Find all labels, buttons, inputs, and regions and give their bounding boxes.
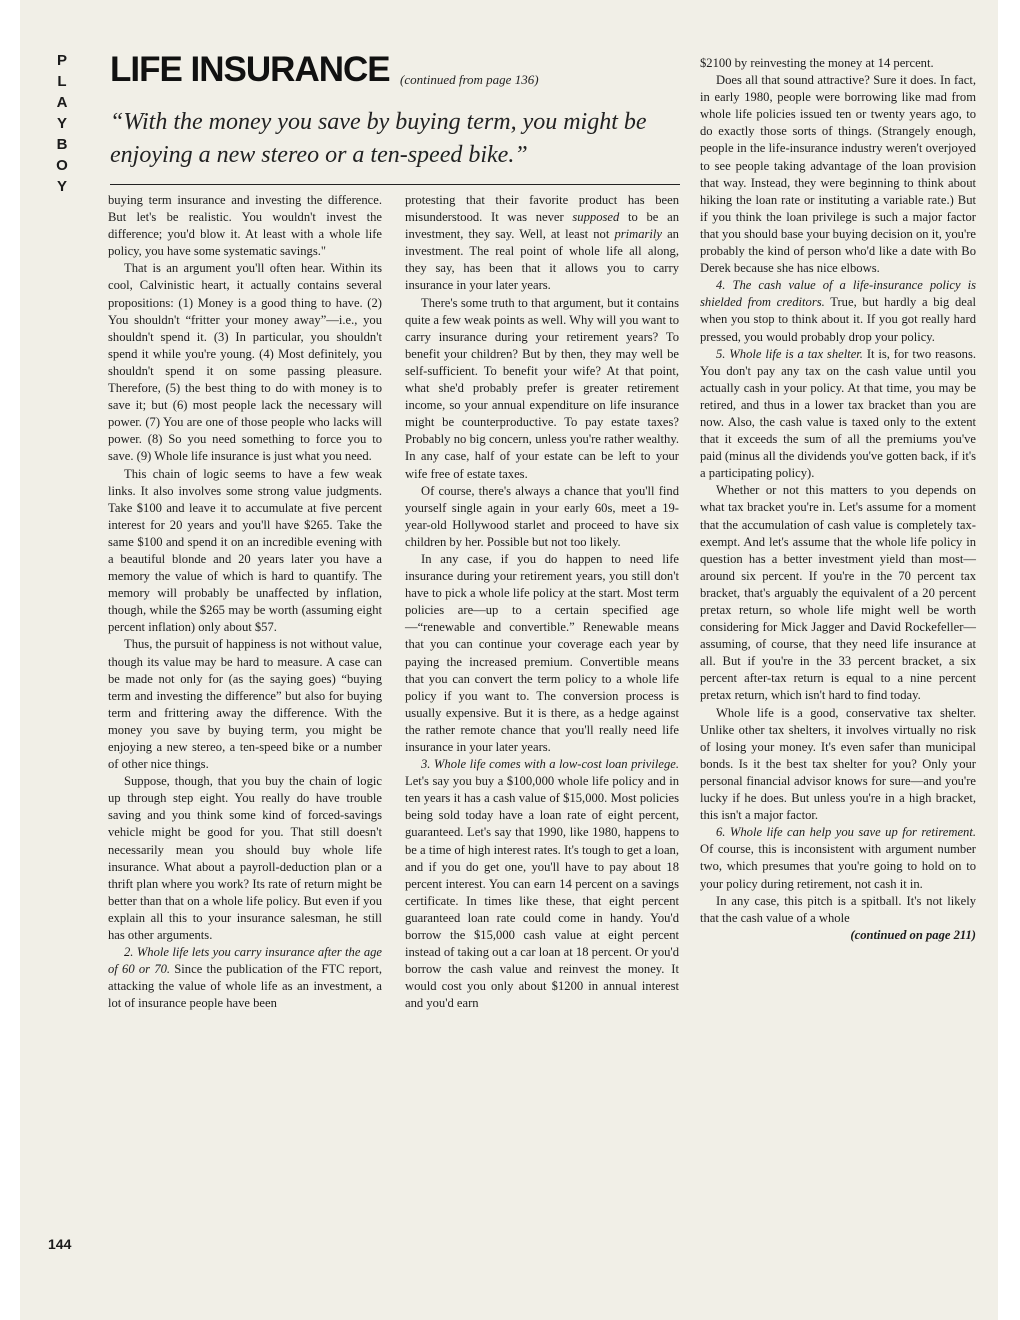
paragraph: 6. Whole life can help you save up for retirement. Of course, this is inconsistent with argument number two, which presumes that you're going to hold on to your policy during retirement, not cash it in. (700, 825, 976, 891)
column-1 (108, 192, 382, 1262)
magazine-page (20, 0, 998, 1320)
column-3 (700, 55, 976, 1265)
paragraph: This chain of logic seems to have a few weak links. It also involves some strong value judgments. Take $100 and leave it to accumulate at five percent interest for 20 years and you'll have $265. Take the same $100 and spend it on an incredible evening with a beautiful blonde and 20 years later you have a memory the value of which is hard to quantify. The memory will probably be unaffected by inflation, though, while the $265 may be worth (assuming eight percent inflation) only about $57. (108, 466, 382, 635)
argument-heading: 3. Whole life comes with a low-cost loan privilege. (421, 757, 679, 772)
paragraph: Thus, the pursuit of happiness is not without value, though its value may be hard to measure. A case can be made not only for (as the saying goes) “buying term and investing the difference” but also for buying term and frittering away the difference. With the money you save by buying term, you might be enjoying a new stereo, a ten-speed bike or a number of other nice things. (108, 637, 382, 772)
pull-quote: “With the money you save by buying term, you might be enjoying a new stereo or a ten-speed bike.” (110, 109, 647, 168)
paragraph: That is an argument you'll often hear. Within its cool, Calvinistic heart, it actually contains several propositions: (1) Money is a good thing to have. (2) You shouldn't “fritter your money away”—i.e., you shouldn't spend it. (3) In particular, you shouldn't spend it while you're young. (4) Most definitely, you shouldn't spend it on some passing pleasure. Therefore, (5) the best thing to do with money is to save it; but (6) most people lack the necessary will power. (7) You are one of those people who lacks will power. (8) So you need something to force you to save. (9) Whole life insurance is just what you need. (108, 261, 382, 464)
argument-heading: 4. The cash value of a life-insurance policy is shielded from creditors. (700, 278, 976, 310)
paragraph: 3. Whole life comes with a low-cost loan privilege. Let's say you buy a $100,000 whole life policy and in ten years it has a cash value of $15,000. Most policies being sold today have a loan rate of eight percent, guaranteed. Let's say that 1990, like 1980, happens to be a time of high interest rates. It's tough to get a loan, and if you do get one, you'll have to pay about 18 percent interest. You can earn 14 percent on a savings certificate. In times like these, that eight percent guaranteed loan rate could come in handy. You'd borrow the $15,000 cash value at eight percent instead of taking out a car loan at 18 percent. Or you'd borrow the cash value and reinvest the money. It would cost you only about $1200 in annual interest and you'd earn (405, 757, 679, 1011)
paragraph: Suppose, though, that you buy the chain of logic up through step eight. You really do have trouble saving and you think some kind of forced-savings vehicle might be good for you. That still doesn't necessarily mean you should buy whole life insurance. What about a payroll-deduction plan or a thrift plan where you work? Its rate of return might be better than that on a whole life policy. But even if you explain all this to your insurance salesman, he still has other arguments. (108, 774, 382, 943)
paragraph: 5. Whole life is a tax shelter. It is, for two reasons. You don't pay any tax on the cash value until you actually cash in your policy. At that time, you may be retired, and thus in a lower tax bracket than you are now. Also, the cash value is taxed only to the extent that it exceeds the sum of all the premiums you've paid (minus all the dividends you've gotten back, if it's a participating policy). (700, 346, 976, 481)
argument-heading: 6. Whole life can help you save up for retirement. (716, 825, 976, 840)
paragraph: In any case, if you do happen to need life insurance during your retirement years, you still don't have to pick a whole life policy at the start. Most term policies are—up to a certain specified age—“renewable and convertible.” Renewable means that you can continue your coverage each year by paying the increased premium. Convertible means that you can convert the term policy to a whole life policy if you want to. The conversion process is usually expensive. But it is there, as a hedge against the rather remote chance that you'll really need life insurance in your later years. (405, 551, 679, 754)
page-number: 144 (48, 1236, 72, 1252)
continued-on-note: (continued on page 211) (850, 927, 976, 942)
paragraph: Does all that sound attractive? Sure it does. In fact, in early 1980, people were borrowing like mad from whole life policies issued ten or twenty years ago, to do exactly those sorts of things. (Strangely enough, people in the life-insurance industry weren't overjoyed to see people taking advantage of the loan provision that way. Instead, they were beginning to think about hiking the loan rate or instituting a variable rate.) But if you think the loan privilege is such a major factor that you should base your buying decision on it, you're probably the kind of person who'd like a date with Bo Derek because she has nice elbows. (700, 73, 976, 276)
argument-heading: 5. Whole life is a tax shelter. (716, 346, 863, 361)
paragraph: Whole life is a good, conservative tax shelter. Unlike other tax shelters, it involves virtually no risk of losing your money. It's even safer than municipal bonds. Is it the best tax shelter for you? Only your personal financial advisor knows for sure—and you're lucky if he does. But unless you're in a high bracket, this isn't a major factor. (700, 705, 976, 823)
paragraph: $2100 by reinvesting the money at 14 percent. (700, 56, 934, 70)
paragraph: Whether or not this matters to you depends on what tax bracket you're in. Let's assume for a moment that the accumulation of cash value is completely tax-exempt. And let's assume that the whole life policy in question has a better investment yield than most—around six percent. If you're in the 70 percent tax bracket, that's arguably the equivalent of a 20 percent pretax return, so whole life might well be worth considering for Mick Jagger and David Rockefeller—assuming, of course, that they need life insurance at all. But if you're in the 33 percent bracket, a six percent after-tax return is equal to a nine percent pretax return, which isn't hard to find today. (700, 483, 976, 703)
paragraph: protesting that their favorite product has been misunderstood. It was never supposed to be an investment, they say. Well, at least not primarily an investment. The real point of whole life all along, they say, has been that it allows you to carry insurance in your later years. (405, 193, 679, 293)
paragraph: There's some truth to that argument, but it contains quite a few weak points as well. Why will you want to carry insurance during your retirement years? To benefit your children? But by then, they may well be self-sufficient. To benefit your wife? At that point, what she'd probably prefer is greater retirement income, so your annual expenditure on life insurance might be counterproductive. To pay estate taxes? Probably no big concern, unless you're rather wealthy. In any case, half of your estate can be left to your wife free of estate taxes. (405, 295, 679, 481)
article-title: LIFE INSURANCE (110, 50, 390, 89)
paragraph: 4. The cash value of a life-insurance policy is shielded from creditors. True, but hardly a big deal when you stop to think about it. If you got really hard pressed, you would probably drop your policy. (700, 278, 976, 344)
continued-from-note: (continued from page 136) (400, 72, 539, 87)
column-2 (405, 165, 679, 1265)
argument-heading: 2. Whole life lets you carry insurance after the age of 60 or 70. (108, 945, 382, 977)
magazine-name-vertical: P L A Y B O Y (56, 52, 68, 195)
paragraph: Of course, there's always a chance that you'll find yourself single again in your early 60s, meet a 19-year-old Hollywood starlet and proceed to have six children by her. Possible but not too likely. (405, 483, 679, 549)
paragraph: buying term insurance and investing the difference. But let's be realistic. You wouldn't invest the difference; you'd blow it. At least with a whole life policy, you have some systematic savings." (108, 193, 382, 259)
paragraph: 2. Whole life lets you carry insurance after the age of 60 or 70. Since the publication of the FTC report, attacking the value of whole life as an investment, a lot of insurance people have been (108, 945, 382, 1011)
paragraph: In any case, this pitch is a spitball. It's not likely that the cash value of a whole (700, 893, 976, 925)
